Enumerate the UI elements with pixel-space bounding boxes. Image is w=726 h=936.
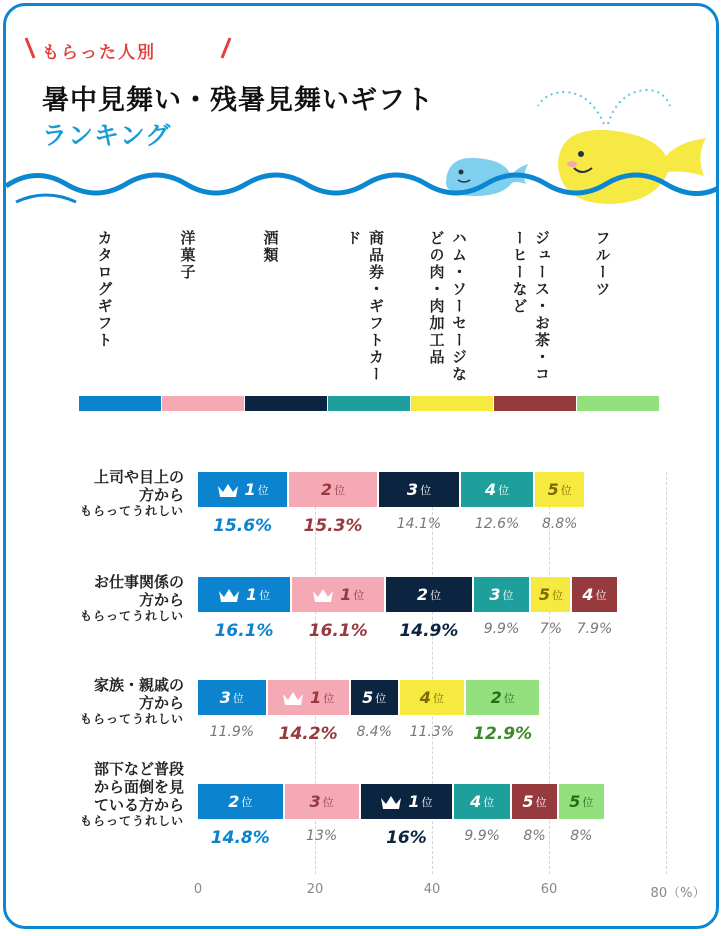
legend-swatch-1 [162, 396, 244, 411]
legend-swatch-4 [411, 396, 493, 411]
data-label: 8% [570, 828, 593, 844]
bar-segment [379, 472, 459, 507]
rank-unit: 位 [323, 691, 335, 705]
legend-label-6: フルーツ [593, 230, 612, 298]
rank-number: 4 [582, 585, 594, 604]
data-label: 7% [539, 621, 563, 637]
bar-segment [474, 577, 530, 612]
bar-segment [292, 577, 384, 612]
rank-unit: 位 [560, 483, 572, 497]
bar-segment [285, 784, 359, 819]
bar-segment [268, 680, 349, 715]
row-label [80, 573, 184, 624]
page-title: 暑中見舞い・残暑見舞いギフト [42, 85, 434, 116]
bar-segment [559, 784, 604, 819]
data-label: 14.1% [396, 516, 442, 532]
infographic-frame [3, 3, 719, 929]
rank-unit: 位 [232, 691, 244, 705]
rank-unit: 位 [430, 588, 441, 602]
data-label: 9.9% [464, 828, 500, 844]
row-subtitle: もらってうれしい [79, 712, 184, 726]
rank-number: 3 [406, 480, 419, 499]
bar-segment [198, 472, 287, 507]
rank-number: 1 [246, 585, 258, 604]
bar-segment [386, 577, 471, 612]
slash-left-icon [26, 38, 34, 58]
row-label [80, 468, 184, 519]
rank-number: 3 [489, 585, 501, 604]
rank-number: 1 [244, 480, 256, 499]
bar-segment [198, 784, 283, 819]
bar-segment [198, 577, 290, 612]
rank-unit: 位 [420, 483, 432, 497]
data-label: 8% [523, 828, 546, 844]
data-label: 16.1% [214, 621, 274, 641]
data-label: 14.9% [399, 621, 459, 641]
bar-segment [361, 784, 453, 819]
bar-segment [466, 680, 539, 715]
data-label: 16% [386, 828, 427, 848]
bar-segment [289, 472, 377, 507]
slash-right-icon [222, 38, 230, 58]
bar-segment [198, 680, 266, 715]
whale-spout-icon [538, 90, 670, 124]
bar-segment [461, 472, 533, 507]
rank-number: 3 [219, 688, 231, 707]
data-label: 13% [306, 828, 338, 844]
row-title: 部下など普段から面倒を見ている方から [93, 760, 184, 814]
rank-number: 5 [547, 480, 559, 499]
bar-segment [400, 680, 464, 715]
legend-swatch-3 [328, 396, 410, 411]
row-label [80, 676, 184, 727]
legend-swatch-5 [494, 396, 576, 411]
rank-number: 2 [228, 792, 240, 811]
rank-number: 4 [419, 688, 431, 707]
rank-unit: 位 [334, 483, 346, 497]
rank-number: 5 [538, 585, 550, 604]
rank-number: 1 [310, 688, 322, 707]
legend-label-4: ハム・ソーセージなどの肉・肉加工品 [427, 230, 468, 383]
x-tick-label: 40 [423, 882, 441, 897]
data-label: 12.9% [473, 724, 533, 744]
legend-label-1: 洋菓子 [178, 230, 197, 281]
row-subtitle: もらってうれしい [79, 504, 184, 518]
rank-number: 4 [485, 480, 497, 499]
rank-number: 1 [340, 585, 352, 604]
x-tick-label: 80（%） [650, 886, 706, 901]
data-label: 15.3% [303, 516, 363, 536]
legend-label-0: カタログギフト [95, 230, 114, 349]
rank-number: 5 [522, 792, 534, 811]
row-title: 家族・親戚の方から [93, 676, 184, 712]
rank-number: 2 [490, 688, 502, 707]
legend-label-5: ジュース・お茶・コーヒーなど [510, 230, 551, 383]
rank-unit: 位 [483, 795, 495, 809]
bar-segment [531, 577, 570, 612]
row-title: 上司や目上の方から [93, 468, 184, 504]
bar-segment [454, 784, 510, 819]
page-subtitle: ランキング [42, 121, 172, 150]
bar-segment [572, 577, 616, 612]
rank-unit: 位 [503, 691, 515, 705]
header-kicker: もらった人別 [42, 43, 156, 63]
rank-unit: 位 [353, 588, 365, 602]
data-label: 16.1% [308, 621, 368, 641]
data-label: 9.9% [483, 621, 520, 637]
rank-unit: 位 [259, 588, 271, 602]
rank-number: 2 [320, 480, 333, 499]
data-label: 14.2% [278, 724, 338, 744]
row-label [80, 760, 184, 829]
rank-number: 2 [416, 585, 428, 604]
data-label: 14.8% [210, 828, 270, 848]
legend-label-3: 商品券・ギフトカード [344, 230, 385, 383]
row-subtitle: もらってうれしい [79, 814, 184, 828]
rank-number: 3 [309, 792, 321, 811]
rank-unit: 位 [257, 483, 269, 497]
data-label: 8.8% [541, 516, 578, 532]
bar-segment [512, 784, 557, 819]
data-label: 15.6% [213, 516, 273, 536]
rank-unit: 位 [322, 795, 334, 809]
data-label: 12.6% [474, 516, 520, 532]
x-tick-label: 0 [193, 882, 203, 897]
data-label: 7.9% [576, 621, 613, 637]
row-title: お仕事関係の方から [93, 573, 184, 609]
rank-unit: 位 [582, 795, 594, 809]
row-subtitle: もらってうれしい [79, 609, 184, 623]
rank-unit: 位 [421, 795, 433, 809]
data-label: 11.9% [209, 724, 255, 740]
rank-number: 1 [408, 792, 420, 811]
data-label: 11.3% [409, 724, 455, 740]
rank-unit: 位 [498, 483, 510, 497]
rank-unit: 位 [241, 795, 253, 809]
rank-unit: 位 [595, 588, 607, 602]
legend-label-2: 酒類 [261, 230, 280, 264]
data-label: 8.4% [356, 724, 393, 740]
rank-number: 5 [362, 688, 374, 707]
rank-number: 4 [470, 792, 482, 811]
rank-unit: 位 [432, 691, 444, 705]
legend-swatch-0 [79, 396, 161, 411]
legend-swatch-2 [245, 396, 327, 411]
bar-segment [535, 472, 584, 507]
rank-unit: 位 [502, 588, 514, 602]
gridline [666, 472, 667, 874]
rank-unit: 位 [535, 795, 547, 809]
bar-segment [351, 680, 398, 715]
rank-unit: 位 [375, 691, 387, 705]
rank-number: 5 [569, 792, 581, 811]
legend-swatch-6 [577, 396, 659, 411]
rank-unit: 位 [551, 588, 563, 602]
x-tick-label: 60 [540, 882, 558, 897]
x-tick-label: 20 [306, 882, 324, 897]
